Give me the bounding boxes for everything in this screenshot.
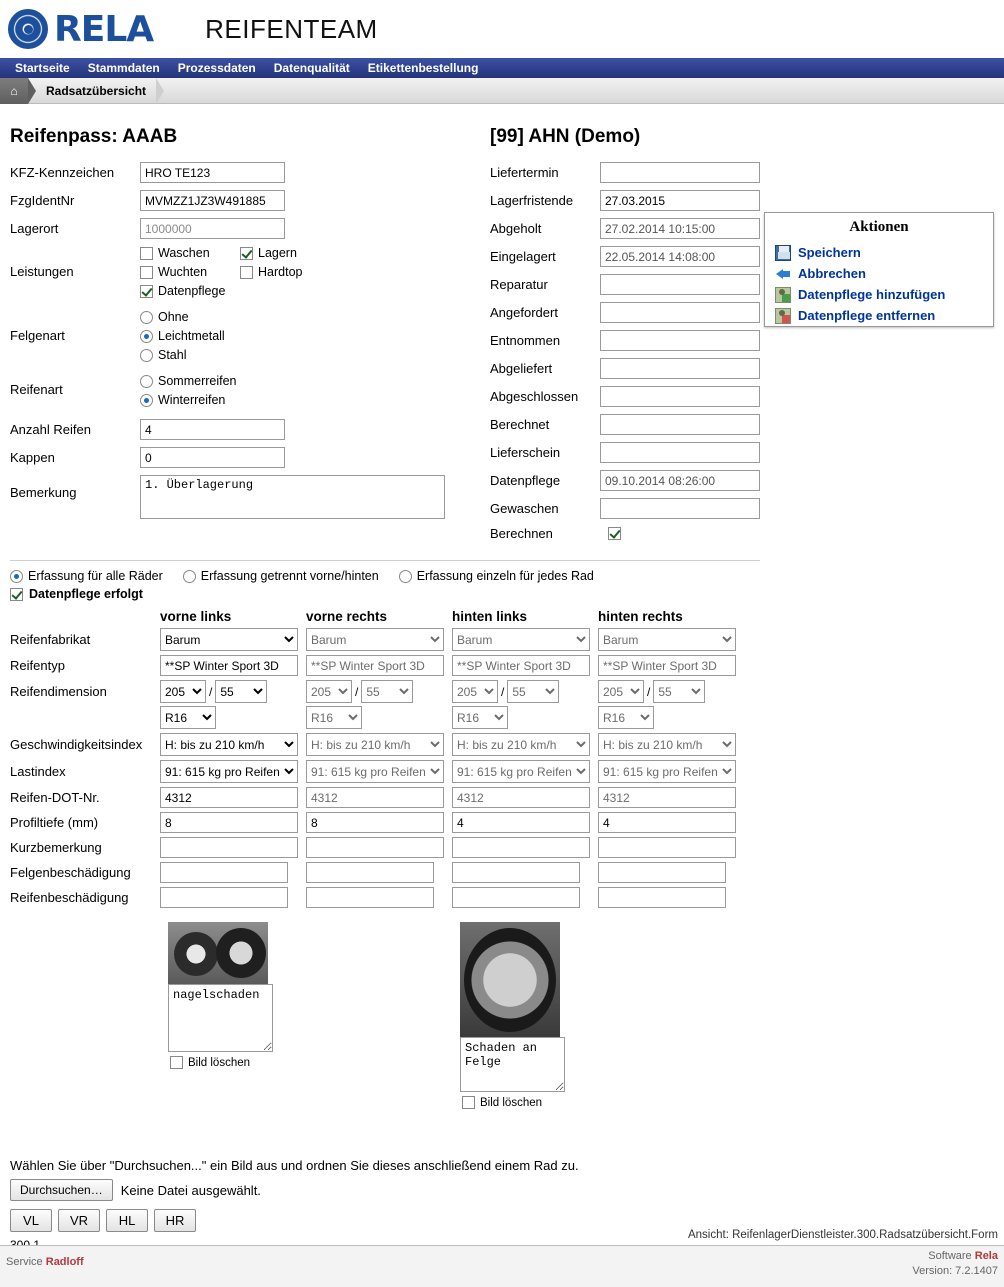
gschw-hl[interactable] [452,733,590,756]
row-reifenfabrikat [10,628,994,651]
column-hinten-rechts: hinten rechts [598,609,683,624]
label-leistungen: Leistungen [10,264,74,279]
reifenfabrikat-vl[interactable] [160,628,298,651]
user-remove-icon [775,308,791,324]
kappen-input[interactable] [140,447,285,468]
breadcrumb-separator-1 [28,78,36,104]
felgenbeschaedigung-vl[interactable] [160,862,288,883]
row-lagerfristende [490,190,760,211]
action-datenpflege-hinzufuegen-label: Datenpflege hinzufügen [798,287,946,302]
label-felgenart: Felgenart [10,328,65,343]
upload-row [10,1179,994,1201]
felgenart-group [140,310,225,367]
label-profiltiefe: Profiltiefe (mm) [10,815,99,830]
label-geschwindigkeitsindex: Geschwindigkeitsindex [10,737,143,752]
row-geschwindigkeitsindex [10,733,994,756]
lastindex-hl[interactable] [452,760,590,783]
service-label: Service [6,1256,43,1268]
software-info [928,1250,998,1262]
checkbox-bild-loeschen-2[interactable] [462,1096,475,1109]
profiltiefe-vr[interactable] [306,812,444,833]
radio-felgenart-stahl[interactable] [140,349,153,362]
dim-rim-hl[interactable] [452,706,508,729]
datenpflege-erfolgt-label: Datenpflege erfolgt [29,587,143,601]
label-kappen: Kappen [10,450,55,465]
dot-hr[interactable] [598,787,736,808]
label-entnommen: Entnommen [490,333,561,348]
row-bemerkung [10,475,490,519]
assign-vl-button[interactable]: VL [10,1209,52,1232]
dim-ratio-vl[interactable] [215,680,267,703]
label-berechnet: Berechnet [490,417,550,432]
mode-einzeln[interactable] [399,569,594,583]
row-reifentyp [10,655,994,676]
kurzbemerkung-hr[interactable] [598,837,736,858]
label-reparatur: Reparatur [490,277,548,292]
abgeliefert-input[interactable] [600,358,760,379]
assign-vr-button[interactable]: VR [58,1209,100,1232]
column-hinten-links: hinten links [452,609,528,624]
action-speichern-label: Speichern [798,245,861,260]
dot-vl[interactable] [160,787,298,808]
label-eingelagert: Eingelagert [490,249,556,264]
dim-vl [160,680,306,729]
dim-slash-hl: / [501,684,505,699]
menu-item-startseite[interactable]: Startseite [15,61,70,75]
checkbox-berechnen[interactable] [608,527,621,540]
eingelagert-input[interactable] [600,246,760,267]
page-content [0,104,1004,1252]
leistung-wuchten-label: Wuchten [158,265,208,279]
alloy-wheel-photo[interactable] [460,922,560,1037]
label-reifentyp: Reifentyp [10,658,65,673]
felgenart-ohne-label: Ohne [158,310,189,324]
lagerort-input[interactable] [140,218,285,239]
mode-vorne-hinten-label: Erfassung getrennt vorne/hinten [200,569,379,583]
liefertermin-input[interactable] [600,162,760,183]
row-datenpflege [490,470,760,491]
leistung-waschen[interactable] [140,246,240,260]
anzahl-reifen-input[interactable] [140,419,285,440]
wheel-stack-delete-row[interactable] [170,1056,250,1069]
label-abgeholt: Abgeholt [490,221,542,236]
browse-button[interactable]: Durchsuchen… [10,1179,113,1201]
reifentyp-vl[interactable] [160,655,298,676]
bild-loeschen-label-1: Bild löschen [188,1056,251,1069]
wheel-header-spacer [10,609,160,624]
breadcrumb [0,78,1004,104]
dim-width-hl[interactable] [452,680,498,703]
reifenart-sommerreifen[interactable] [140,374,237,388]
upload-hint: Wählen Sie über "Durchsuchen..." ein Bild aus und ordnen Sie dieses anschließend einem Rad zu. [10,1158,579,1173]
row-leistungen [10,246,490,303]
reifenart-winter-label: Winterreifen [158,393,226,407]
dim-ratio-hr[interactable] [653,680,705,703]
row-fzgident [10,190,490,211]
profiltiefe-hl[interactable] [452,812,590,833]
row-angefordert [490,302,760,323]
radio-felgenart-ohne[interactable] [140,311,153,324]
app-title: REIFENTEAM [205,13,378,44]
leistung-hardtop-label: Hardtop [258,265,303,279]
label-angefordert: Angefordert [490,305,558,320]
reifenfabrikat-hr[interactable] [598,628,736,651]
reifenbeschaedigung-vl[interactable] [160,887,288,908]
felgenbeschaedigung-hr[interactable] [598,862,726,883]
checkbox-datenpflege-erfolgt[interactable] [10,588,23,601]
alloy-wheel-delete-row[interactable] [462,1096,542,1109]
row-reifenbeschaedigung [10,887,994,908]
checkbox-wuchten[interactable] [140,266,153,279]
kunde-section [490,104,760,548]
reifentyp-vr[interactable] [306,655,444,676]
alloy-wheel-caption[interactable] [460,1037,565,1092]
lastindex-hr[interactable] [598,760,736,783]
save-icon [775,245,791,261]
leistung-hardtop[interactable] [240,265,340,279]
brand-name: RELA [54,8,154,50]
lastindex-vl[interactable] [160,760,298,783]
main-menubar[interactable] [0,58,1004,78]
leistung-lagern[interactable] [240,246,340,260]
wheel-stack-photo[interactable] [168,922,268,984]
kfz-input[interactable] [140,162,285,183]
action-speichern[interactable] [765,242,993,263]
lieferschein-input[interactable] [600,442,760,463]
gschw-vl[interactable] [160,733,298,756]
row-profiltiefe [10,812,994,833]
label-liefertermin: Liefertermin [490,165,559,180]
felgenbeschaedigung-vr[interactable] [306,862,434,883]
mode-alle-raeder[interactable] [10,569,163,583]
home-icon[interactable]: ⌂ [0,78,28,104]
dim-rim-hr[interactable] [598,706,654,729]
rela-logo-icon [8,9,48,49]
user-add-icon [775,287,791,303]
radio-reifenart-winter[interactable] [140,394,153,407]
action-abbrechen-label: Abbrechen [798,266,866,281]
radio-mode-alle[interactable] [10,570,23,583]
dim-width-vl[interactable] [160,680,206,703]
felgenart-stahl-label: Stahl [158,348,187,362]
reifenbeschaedigung-vr[interactable] [306,887,434,908]
wheel-table-header [10,609,994,624]
kurzbemerkung-hl[interactable] [452,837,590,858]
reifenart-winterreifen[interactable] [140,393,237,407]
kunde-title: [99] AHN (Demo) [490,126,641,147]
berechnet-input[interactable] [600,414,760,435]
menu-item-datenqualitaet[interactable]: Datenqualität [273,61,350,75]
actions-panel-title: Aktionen [849,219,909,235]
dim-width-vr[interactable] [306,680,352,703]
dim-hl [452,680,598,729]
dim-width-hr[interactable] [598,680,644,703]
leistungen-group [140,246,340,303]
label-kurzbemerkung: Kurzbemerkung [10,840,102,855]
breadcrumb-current[interactable]: Radsatzübersicht [46,83,147,98]
row-lastindex [10,760,994,783]
column-vorne-rechts: vorne rechts [306,609,388,624]
bemerkung-textarea[interactable] [140,475,445,519]
reifentyp-hr[interactable] [598,655,736,676]
dim-rim-vl[interactable] [160,706,216,729]
label-reifenbeschaedigung: Reifenbeschädigung [10,890,129,905]
row-anzahl-reifen [10,419,490,440]
row-reifendimension [10,680,994,729]
radio-mode-einzeln[interactable] [399,570,412,583]
datenpflege-erfolgt-row[interactable] [10,587,994,601]
row-dot [10,787,994,808]
row-liefertermin [490,162,760,183]
checkbox-bild-loeschen-1[interactable] [170,1056,183,1069]
dim-slash-hr: / [647,684,651,699]
reifenpass-section [10,104,490,548]
actions-panel [764,212,994,327]
row-lagerort [10,218,490,239]
service-info [6,1256,84,1268]
reifenfabrikat-hl[interactable] [452,628,590,651]
reifenfabrikat-vr[interactable] [306,628,444,651]
page-footer [0,1229,1004,1287]
entnommen-input[interactable] [600,330,760,351]
checkbox-lagern[interactable] [240,247,253,260]
gschw-vr[interactable] [306,733,444,756]
label-datenpflege: Datenpflege [490,473,561,488]
action-datenpflege-entfernen-label: Datenpflege entfernen [798,308,936,323]
dim-vr [306,680,452,729]
software-label: Software [928,1250,972,1262]
row-reparatur [490,274,760,295]
label-reifendimension: Reifendimension [10,684,107,699]
datenpflege-input[interactable] [600,470,760,491]
row-berechnen [490,526,760,541]
label-dot: Reifen-DOT-Nr. [10,790,100,805]
breadcrumb-separator-2 [156,78,164,104]
wheel-stack-caption[interactable] [168,984,273,1052]
mode-vorne-hinten[interactable] [183,569,379,583]
checkbox-hardtop[interactable] [240,266,253,279]
column-vorne-links: vorne links [160,609,232,624]
row-gewaschen [490,498,760,519]
abgeholt-input[interactable] [600,218,760,239]
reifenpass-title: Reifenpass: AAAB [10,126,178,147]
radio-reifenart-sommer[interactable] [140,375,153,388]
wheel-table [10,609,994,908]
profiltiefe-hr[interactable] [598,812,736,833]
action-datenpflege-entfernen[interactable] [765,305,993,326]
erfassung-mode-group [10,569,994,583]
assign-hl-button[interactable]: HL [106,1209,148,1232]
row-felgenart [10,310,490,367]
assign-hr-button[interactable]: HR [154,1209,196,1232]
dim-slash-vl: / [209,684,213,699]
leistung-wuchten[interactable] [140,265,240,279]
dim-ratio-vr[interactable] [361,680,413,703]
label-lagerfristende: Lagerfristende [490,193,574,208]
row-kappen [10,447,490,468]
radio-mode-vorne-hinten[interactable] [183,570,196,583]
label-kfz: KFZ-Kennzeichen [10,165,115,180]
row-reifenart [10,374,490,412]
leistung-waschen-label: Waschen [158,246,210,260]
dim-ratio-hl[interactable] [507,680,559,703]
dim-hr [598,680,744,729]
software-name: Rela [974,1250,998,1262]
reifenart-group [140,374,237,412]
gewaschen-input[interactable] [600,498,760,519]
row-felgenbeschaedigung [10,862,994,883]
view-info: Ansicht: ReifenlagerDienstleister.300.Radsatzübersicht.Form [687,1229,998,1241]
label-bemerkung: Bemerkung [10,485,77,500]
row-berechnet [490,414,760,435]
abgeschlossen-input[interactable] [600,386,760,407]
lastindex-vr[interactable] [306,760,444,783]
reifenart-sommer-label: Sommerreifen [158,374,237,388]
mode-einzeln-label: Erfassung einzeln für jedes Rad [416,569,594,583]
label-lieferschein: Lieferschein [490,445,561,460]
version-info: Version: 7.2.1407 [912,1265,998,1277]
row-abgeholt [490,218,760,239]
label-felgenbeschaedigung: Felgenbeschädigung [10,865,131,880]
checkbox-datenpflege[interactable] [140,285,153,298]
felgenart-leichtmetall-label: Leichtmetall [158,329,225,343]
file-status-label: Keine Datei ausgewählt. [120,1182,261,1198]
angefordert-input[interactable] [600,302,760,323]
app-header [0,0,1004,58]
label-gewaschen: Gewaschen [490,501,559,516]
checkbox-waschen[interactable] [140,247,153,260]
label-lagerort: Lagerort [10,221,59,236]
leistung-datenpflege-label: Datenpflege [158,284,226,298]
reifentyp-hl[interactable] [452,655,590,676]
label-berechnen: Berechnen [490,526,553,541]
leistung-datenpflege[interactable] [140,284,340,298]
gschw-hr[interactable] [598,733,736,756]
dot-hl[interactable] [452,787,590,808]
menu-item-prozessdaten[interactable]: Prozessdaten [177,61,256,75]
felgenart-ohne[interactable] [140,310,225,324]
label-anzahl-reifen: Anzahl Reifen [10,422,91,437]
felgenart-stahl[interactable] [140,348,225,362]
back-arrow-icon [775,266,791,282]
menu-item-stammdaten[interactable]: Stammdaten [87,61,160,75]
image-area [10,922,994,1142]
fzgident-input[interactable] [140,190,285,211]
mode-alle-label: Erfassung für alle Räder [28,569,163,583]
action-abbrechen[interactable] [765,263,993,284]
label-abgeliefert: Abgeliefert [490,361,553,376]
dim-rim-vr[interactable] [306,706,362,729]
row-lieferschein [490,442,760,463]
label-reifenart: Reifenart [10,382,63,397]
section-divider [10,560,760,561]
service-name: Radloff [45,1256,84,1268]
row-kurzbemerkung [10,837,994,858]
dim-slash-vr: / [355,684,359,699]
leistung-lagern-label: Lagern [258,246,297,260]
label-abgeschlossen: Abgeschlossen [490,389,579,404]
reparatur-input[interactable] [600,274,760,295]
row-entnommen [490,330,760,351]
felgenart-leichtmetall[interactable] [140,329,225,343]
bild-loeschen-label-2: Bild löschen [480,1096,543,1109]
dot-vr[interactable] [306,787,444,808]
row-abgeschlossen [490,386,760,407]
label-reifenfabrikat: Reifenfabrikat [10,632,91,647]
label-lastindex: Lastindex [10,764,66,779]
row-eingelagert [490,246,760,267]
radio-felgenart-leichtmetall[interactable] [140,330,153,343]
felgenbeschaedigung-hl[interactable] [452,862,580,883]
action-datenpflege-hinzufuegen[interactable] [765,284,993,305]
row-kfz [10,162,490,183]
reifenbeschaedigung-hr[interactable] [598,887,726,908]
menu-item-etikettenbestellung[interactable]: Etikettenbestellung [367,61,479,75]
profiltiefe-vl[interactable] [160,812,298,833]
lagerfristende-input[interactable] [600,190,760,211]
label-fzgident: FzgIdentNr [10,193,75,208]
row-abgeliefert [490,358,760,379]
reifenbeschaedigung-hl[interactable] [452,887,580,908]
kurzbemerkung-vl[interactable] [160,837,298,858]
kurzbemerkung-vr[interactable] [306,837,444,858]
